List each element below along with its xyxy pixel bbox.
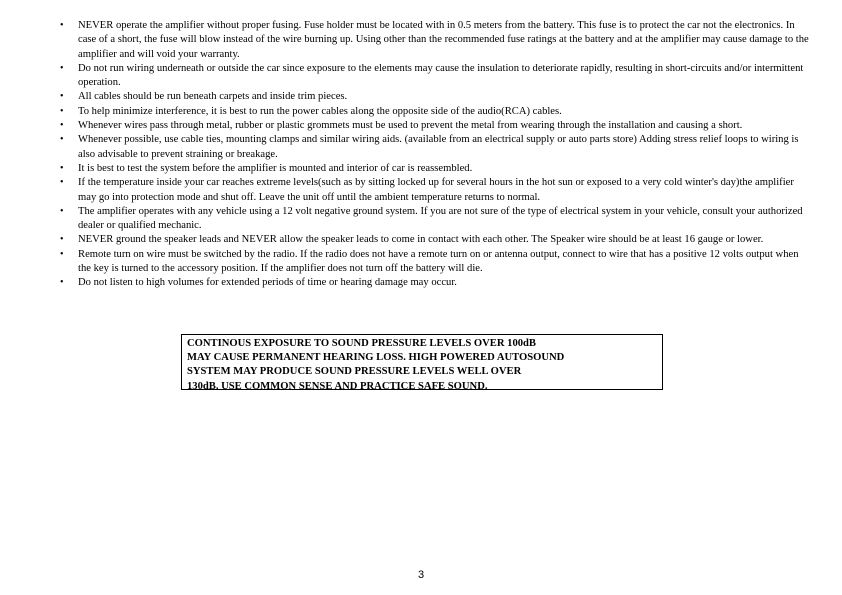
list-item [58,90,814,104]
list-item-text: The amplifier operates with any vehicle using a 12 volt negative ground system. If you are not sure of the type of electrical system in your vehicle, consult your authorized dealer or qualified mechanic. [78,205,803,232]
list-item [58,105,814,119]
list-item [58,119,814,133]
list-item [58,162,814,176]
list-item [58,133,814,162]
hearing-warning-box [181,334,663,390]
list-item [58,19,814,62]
list-item-text: It is best to test the system before the amplifier is mounted and interior of car is reassembled. [78,162,473,174]
warning-line: 130dB. USE COMMON SENSE AND PRACTICE SAFE SOUND. [187,380,488,392]
bullet-icon: • [60,20,64,31]
list-item-text: To help minimize interference, it is best to run the power cables along the opposite side of the audio(RCA) cables. [78,105,562,117]
list-item-text: Whenever possible, use cable ties, mounting clamps and similar wiring aids. (available from an electrical supply or auto parts store) Adding stress relief loops to wiring is also advisable to prevent straining or breakage. [78,134,799,160]
list-item [58,276,814,290]
bullet-icon: • [60,234,64,246]
bullet-icon: • [60,162,64,174]
list-item-text: Do not listen to high volumes for extended periods of time or hearing damage may occur. [78,277,457,289]
list-item-text: All cables should be run beneath carpets and inside trim pieces. [78,91,348,103]
list-item-text: NEVER ground the speaker leads and NEVER allow the speaker leads to come in contact with each other. The Speaker wire should be at least 16 gauge or lower. [78,234,764,246]
list-item [58,176,814,205]
safety-instructions-list [58,19,814,291]
bullet-icon: • [60,277,64,289]
bullet-icon: • [60,177,64,189]
warning-line: CONTINOUS EXPOSURE TO SOUND PRESSURE LEVELS OVER 100dB [187,338,536,349]
bullet-icon: • [60,105,64,117]
bullet-icon: • [60,120,64,132]
bullet-icon: • [60,134,64,146]
bullet-icon: • [60,62,64,74]
list-item [58,233,814,247]
bullet-icon: • [60,91,64,103]
list-item-text: NEVER operate the amplifier without proper fusing. Fuse holder must be located with in 0.5 meters from the battery. This fuse is to protect the car not the electronics. In case of a short, the fuse will blow instead of the wire burning up. Using other than the recommended fuse ratings at the battery and at the amplifier may cause damage to the amplifier and will void your warranty. [78,20,809,60]
list-item-text: If the temperature inside your car reaches extreme levels(such as by sitting locked up for several hours in the hot sun or exposed to a very cold winter's day)the amplifier may go into protection mode and shut off. Leave the unit off until the ambient temperature returns to normal. [78,177,794,203]
list-item [58,248,814,277]
list-item-text: Whenever wires pass through metal, rubber or plastic grommets must be used to prevent the metal from wearing through the installation and causing a short. [78,120,743,132]
list-item [58,205,814,234]
warning-line: MAY CAUSE PERMANENT HEARING LOSS. HIGH POWERED AUTOSOUND [187,352,565,364]
list-item [58,62,814,91]
bullet-icon: • [60,248,64,260]
page-number: 3 [417,569,425,581]
warning-line: SYSTEM MAY PRODUCE SOUND PRESSURE LEVELS WELL OVER [187,366,522,378]
bullet-icon: • [60,205,64,217]
list-item-text: Do not run wiring underneath or outside the car since exposure to the elements may cause the insulation to deteriorate rapidly, resulting in short-circuits and/or intermittent operation. [78,62,804,89]
list-item-text: Remote turn on wire must be switched by the radio. If the radio does not have a remote turn on or antenna output, connect to wire that has a positive 12 volts output when the key is turned to the accessory position. If the amplifier does not turn off the battery will die. [78,248,799,275]
